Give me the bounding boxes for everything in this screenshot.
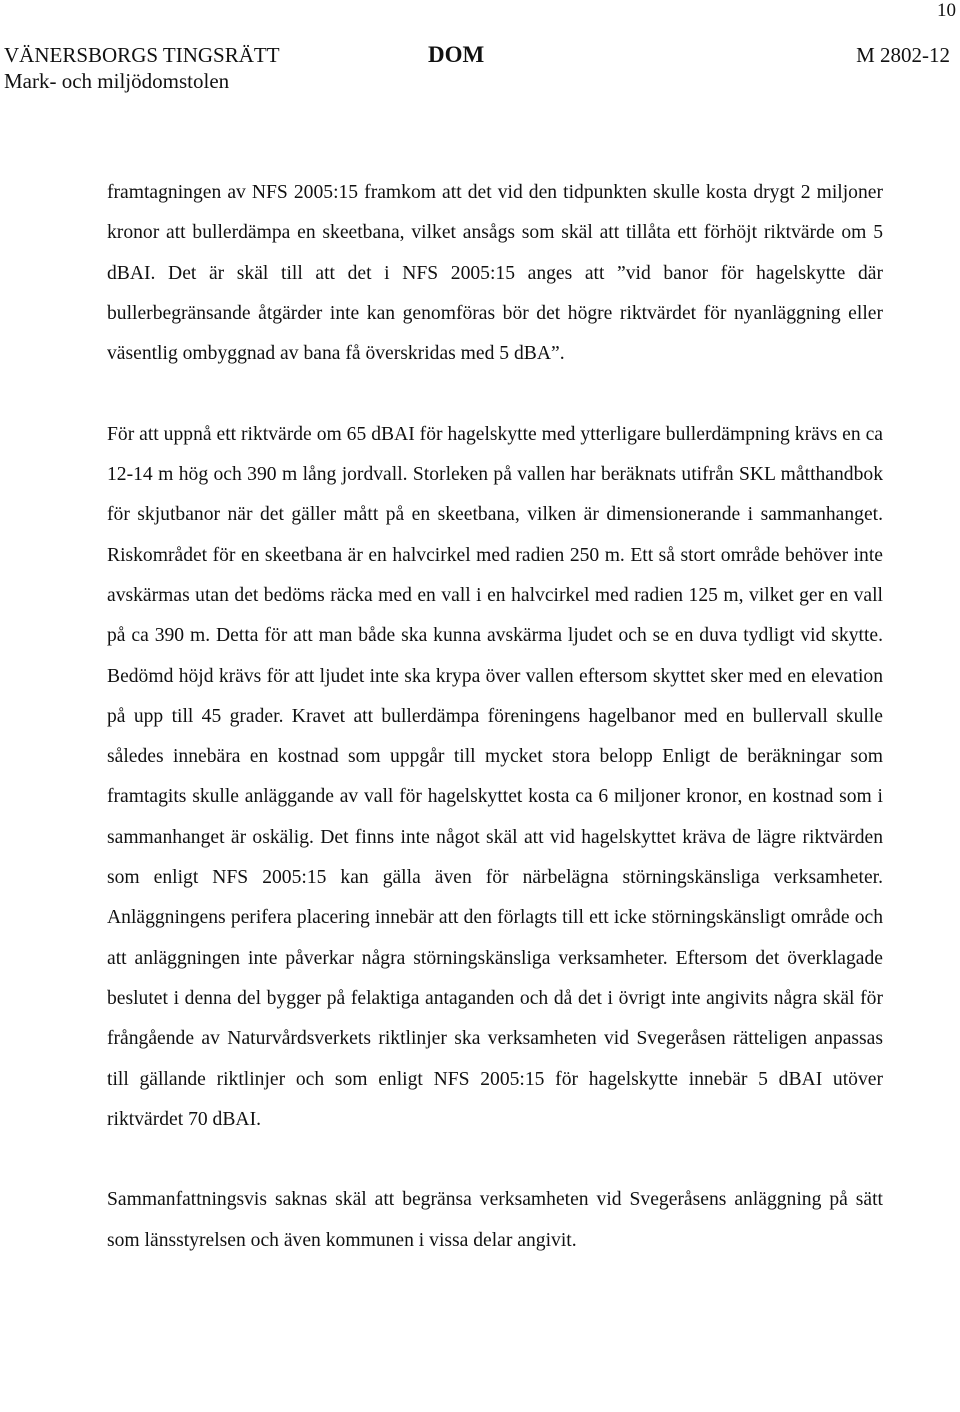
document-header	[4, 42, 950, 94]
court-department: Mark- och miljödomstolen	[4, 69, 230, 93]
paragraph-1: framtagningen av NFS 2005:15 framkom att det vid den tidpunkten skulle kosta drygt 2 miljoner kronor att bullerdämpa en skeetbana, vilket ansågs som skäl att tillåta ett förhöjt riktvärde om 5 dBAI. Det är skäl till att det i NFS 2005:15 anges att ”vid banor för hagelskytte där bullerbegränsande åtgärder inte kan genomföras bör det högre riktvärdet för nyanläggning eller väsentlig ombyggnad av bana få överskridas med 5 dBA”.	[107, 182, 883, 365]
page-number: 10	[937, 0, 956, 21]
document-body	[107, 173, 883, 1261]
paragraph-3: Sammanfattningsvis saknas skäl att begränsa verksamheten vid Svegeråsens anläggning på sätt som länsstyrelsen och även kommunen i vissa delar angivit.	[107, 1189, 883, 1251]
paragraph-2: För att uppnå ett riktvärde om 65 dBAI för hagelskytte med ytterligare bullerdämpning krävs en ca 12-14 m hög och 390 m lång jordvall. Storleken på vallen har beräknats utifrån SKL måtthandbok för skjutbanor när det gäller mått på en skeetbana, vilken är dimensionerande i sammanhanget. Riskområdet för en skeetbana är en halvcirkel med radien 250 m. Ett så stort område behöver inte avskärmas utan det bedöms räcka med en vall i en halvcirkel med radien 125 m, vilket ger en vall på ca 390 m. Detta för att man både ska kunna avskärma ljudet och se en duva tydligt vid skytte. Bedömd höjd krävs för att ljudet inte ska krypa över vallen eftersom skyttet sker med en elevation på upp till 45 grader. Kravet att bullerdämpa föreningens hagelbanor med en bullervall skulle således innebära en kostnad som uppgår till mycket stora belopp Enligt de beräkningar som framtagits skulle anläggande av vall för hagelskyttet kosta ca 6 miljoner kronor, en kostnad som i sammanhanget är oskälig. Det finns inte något skäl att vid hagelskyttet kräva de lägre riktvärden som enligt NFS 2005:15 kan gälla även för närbelägna störningskänsliga verksamheter. Anläggningens perifera placering innebär att den förlagts till ett icke störningskänsligt område och att anläggningen inte påverkar några störningskänsliga verksamheter. Eftersom det överklagade beslutet i denna del bygger på felaktiga antaganden och då det i övrigt inte angivits några skäl för frångående av Naturvårdsverkets riktlinjer ska verksamheten vid Svegeråsen rätteligen anpassas till gällande riktlinjer och som enligt NFS 2005:15 för hagelskytte innebär 5 dBAI utöver riktvärdet 70 dBAI.	[107, 423, 883, 1130]
court-name: VÄNERSBORGS TINGSRÄTT	[4, 43, 280, 67]
document-type: DOM	[428, 42, 485, 67]
case-number: M 2802-12	[856, 43, 950, 67]
